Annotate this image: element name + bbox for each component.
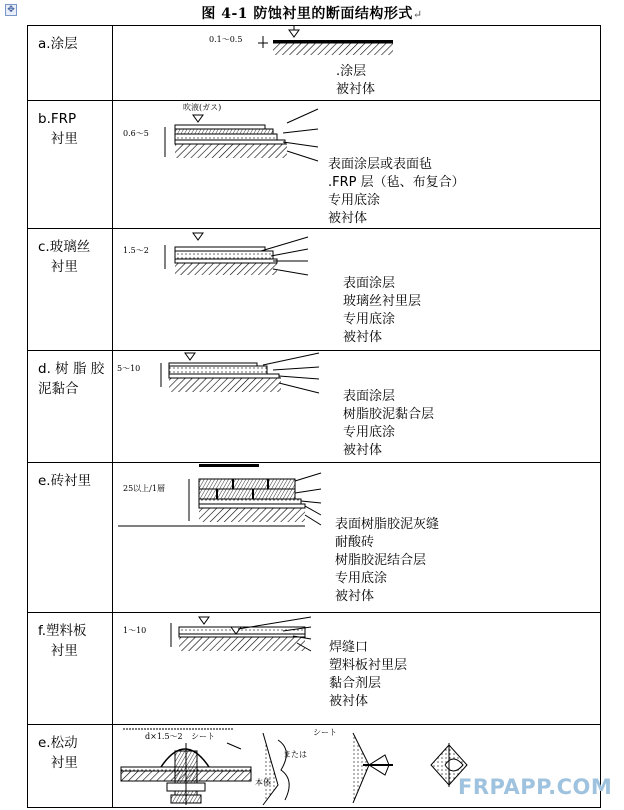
thickness-label: 25以上/1層 bbox=[123, 484, 165, 493]
row-label: f.塑料板 衬里 bbox=[38, 623, 87, 659]
legend-item: 专用底涂 bbox=[343, 425, 396, 440]
table-row bbox=[28, 463, 601, 613]
diagram-cell bbox=[113, 229, 601, 351]
top-note: 吹液(ガス) bbox=[183, 103, 222, 112]
or-label: または bbox=[283, 750, 307, 759]
diagram-cell bbox=[113, 613, 601, 725]
thickness-label: 5～10 bbox=[117, 364, 141, 373]
legend-item: 玻璃丝衬里层 bbox=[343, 294, 422, 309]
legend-item: 树脂胶泥结合层 bbox=[335, 553, 427, 568]
force-arrow-icon bbox=[193, 115, 203, 122]
row-label: d. 树 脂 胶 泥黏合 bbox=[38, 361, 105, 397]
layer-legend bbox=[336, 63, 375, 99]
row-label: b.FRP 衬里 bbox=[38, 111, 78, 147]
legend-item: 被衬体 bbox=[343, 443, 383, 458]
layer-legend bbox=[335, 516, 439, 606]
layer-legend bbox=[328, 156, 465, 228]
force-arrow-icon bbox=[199, 617, 209, 624]
bolt-dimension: d×1.5～2 bbox=[145, 732, 183, 741]
sheet-label: シート bbox=[191, 732, 215, 741]
row-label-cell bbox=[28, 351, 113, 463]
legend-item: 耐酸砖 bbox=[335, 535, 375, 550]
force-arrow-icon bbox=[185, 353, 195, 360]
legend-item: 黏合剂层 bbox=[329, 676, 382, 691]
thickness-label: 0.6～5 bbox=[123, 129, 149, 138]
force-arrow-icon bbox=[193, 233, 203, 240]
legend-item: 焊缝口 bbox=[329, 640, 369, 655]
legend-item: 表面树脂胶泥灰缝 bbox=[335, 517, 440, 532]
legend-item: 表面涂层 bbox=[343, 276, 396, 291]
legend-item: 被衬体 bbox=[328, 211, 368, 226]
diagram-cell bbox=[113, 463, 601, 613]
row-label: e.砖衬里 bbox=[38, 473, 92, 489]
diagram-cell bbox=[113, 101, 601, 229]
legend-item: 专用底涂 bbox=[343, 312, 396, 327]
legend-item: 专用底涂 bbox=[335, 571, 388, 586]
legend-item: 树脂胶泥黏合层 bbox=[343, 407, 435, 422]
legend-item: 专用底涂 bbox=[328, 193, 381, 208]
layer-legend bbox=[329, 639, 407, 711]
row-label-cell bbox=[28, 463, 113, 613]
row-label-cell bbox=[28, 229, 113, 351]
row-label-cell bbox=[28, 26, 113, 101]
legend-item: 被衬体 bbox=[335, 589, 375, 604]
body-label: 本体 bbox=[255, 778, 271, 787]
legend-item: 被衬体 bbox=[343, 330, 383, 345]
site-watermark: FRPAPP.COM bbox=[458, 775, 613, 799]
row-label: c.玻璃丝 衬里 bbox=[38, 239, 91, 275]
legend-item: 被衬体 bbox=[336, 82, 376, 97]
legend-item: 被衬体 bbox=[329, 694, 369, 709]
force-arrow-icon bbox=[289, 30, 299, 37]
diagram-cell bbox=[113, 351, 601, 463]
table-row bbox=[28, 351, 601, 463]
thickness-label: 0.1～0.5 bbox=[209, 35, 243, 44]
legend-item: 表面涂层 bbox=[343, 389, 396, 404]
row-label: a.涂层 bbox=[38, 36, 78, 52]
layer-legend bbox=[343, 388, 434, 460]
thickness-label: 1.5～2 bbox=[123, 246, 149, 255]
table-row bbox=[28, 26, 601, 101]
legend-item: .涂层 bbox=[336, 64, 367, 79]
table-move-handle-icon[interactable]: ✥ bbox=[5, 4, 17, 16]
row-label-cell bbox=[28, 613, 113, 725]
table-row bbox=[28, 101, 601, 229]
legend-item: .FRP 层（毡、布复合） bbox=[328, 175, 465, 190]
legend-item: 表面涂层或表面毡 bbox=[328, 157, 433, 172]
legend-item: 塑料板衬里层 bbox=[329, 658, 408, 673]
sheet-label-2: シート bbox=[313, 728, 337, 737]
diagram-cell bbox=[113, 26, 601, 101]
table-row bbox=[28, 229, 601, 351]
thickness-label: 1～10 bbox=[123, 626, 147, 635]
layer-legend bbox=[343, 275, 421, 347]
row-label-cell bbox=[28, 101, 113, 229]
figure-title: 图 4-1 防蚀衬里的断面结构形式↵ bbox=[201, 6, 423, 22]
row-label-cell bbox=[28, 725, 113, 808]
lining-structure-table bbox=[27, 25, 601, 808]
row-label: e.松动 衬里 bbox=[38, 735, 78, 771]
table-row bbox=[28, 613, 601, 725]
